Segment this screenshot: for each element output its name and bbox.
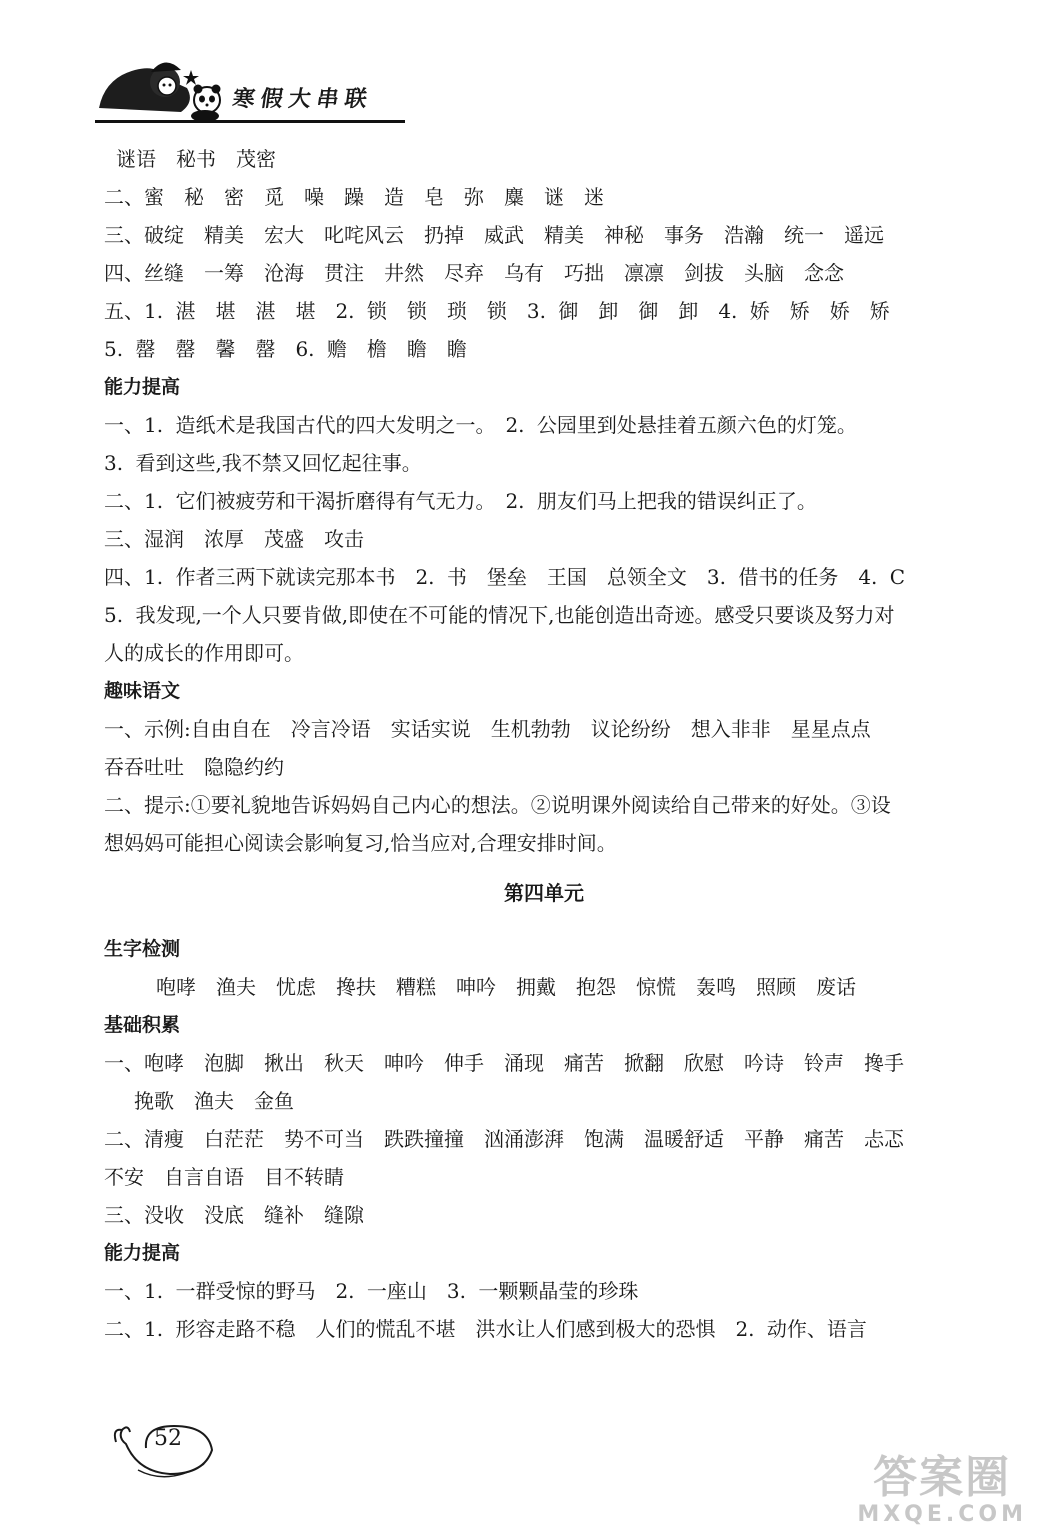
unit-title: 第四单元: [504, 881, 584, 905]
answer-line: 一、1. 造纸术是我国古代的四大发明之一。 2. 公园里到处悬挂着五颜六色的灯笼。: [104, 413, 857, 437]
header-title: 寒假大串联: [230, 86, 375, 112]
answer-line: 二、清瘦 白茫茫 势不可当 跌跌撞撞 汹涌澎湃 饱满 温暖舒适 平静 痛苦 忐忑: [104, 1127, 904, 1151]
answer-line: 二、1. 它们被疲劳和干渴折磨得有气无力。 2. 朋友们马上把我的错误纠正了。: [104, 489, 817, 513]
answer-line: 人的成长的作用即可。: [104, 641, 304, 665]
page-header: [95, 48, 405, 138]
section-heading: 生字检测: [104, 938, 181, 960]
answer-line: 一、示例:自由自在 冷言冷语 实话实说 生机勃勃 议论纷纷 想入非非 星星点点: [104, 717, 871, 741]
answer-line: 3. 看到这些,我不禁又回忆起往事。: [104, 451, 422, 475]
section-heading: 基础积累: [104, 1014, 181, 1036]
answer-line: 四、1. 作者三两下就读完那本书 2. 书 堡垒 王国 总领全文 3. 借书的任务 4. C: [104, 565, 906, 589]
answer-line: 5. 我发现,一个人只要肯做,即使在不可能的情况下,也能创造出奇迹。感受只要谈及努力对: [104, 603, 895, 627]
page-number: 52: [154, 1426, 182, 1451]
header-rule: [95, 120, 405, 123]
answer-line: 三、没收 没底 缝补 缝隙: [104, 1203, 364, 1227]
answer-line: 二、提示:①要礼貌地告诉妈妈自己内心的想法。②说明课外阅读给自己带来的好处。③设: [104, 793, 891, 817]
cartoon-children-illustration: [95, 48, 235, 120]
answer-line: 5. 罄 罄 馨 罄 6. 赡 檐 瞻 瞻: [104, 337, 467, 361]
watermark-logo: [857, 1454, 1027, 1528]
answer-content: [104, 140, 984, 1348]
answer-line: 一、咆哮 泡脚 揪出 秋天 呻吟 伸手 涌现 痛苦 掀翻 欣慰 吟诗 铃声 搀手: [104, 1051, 904, 1075]
section-heading: 趣味语文: [104, 680, 181, 702]
answer-line: 二、1. 形容走路不稳 人们的慌乱不堪 洪水让人们感到极大的恐惧 2. 动作、语言: [104, 1317, 867, 1341]
answer-line: 想妈妈可能担心阅读会影响复习,恰当应对,合理安排时间。: [104, 831, 617, 855]
answer-line: 挽歌 渔夫 金鱼: [134, 1089, 294, 1113]
answer-line: 吞吞吐吐 隐隐约约: [104, 755, 284, 779]
answer-line: 谜语 秘书 茂密: [116, 147, 276, 171]
answer-line: 五、1. 湛 堪 湛 堪 2. 锁 锁 琐 锁 3. 御 卸 御 卸 4. 娇 矫 娇 矫: [104, 299, 890, 323]
section-heading: 能力提高: [104, 376, 181, 398]
answer-line: 一、1. 一群受惊的野马 2. 一座山 3. 一颗颗晶莹的珍珠: [104, 1279, 639, 1303]
answer-line: 三、湿润 浓厚 茂盛 攻击: [104, 527, 364, 551]
answer-line: 三、破绽 精美 宏大 叱咤风云 扔掉 威武 精美 神秘 事务 浩瀚 统一 遥远: [104, 223, 884, 247]
section-heading: 能力提高: [104, 1242, 181, 1264]
watermark-url: MXQE.COM: [857, 1502, 1027, 1527]
answer-line: 四、丝缝 一筹 沧海 贯注 井然 尽弃 乌有 巧拙 凛凛 剑拔 头脑 念念: [104, 261, 844, 285]
answer-line: 不安 自言自语 目不转睛: [104, 1165, 344, 1189]
answer-line: 咆哮 渔夫 忧虑 搀扶 糟糕 呻吟 拥戴 抱怨 惊慌 轰鸣 照顾 废话: [156, 975, 856, 999]
watermark-title: 答案圈: [873, 1452, 1012, 1503]
page-number-badge: [108, 1420, 218, 1490]
answer-line: 二、蜜 秘 密 觅 噪 躁 造 皂 弥 麋 谜 迷: [104, 185, 604, 209]
